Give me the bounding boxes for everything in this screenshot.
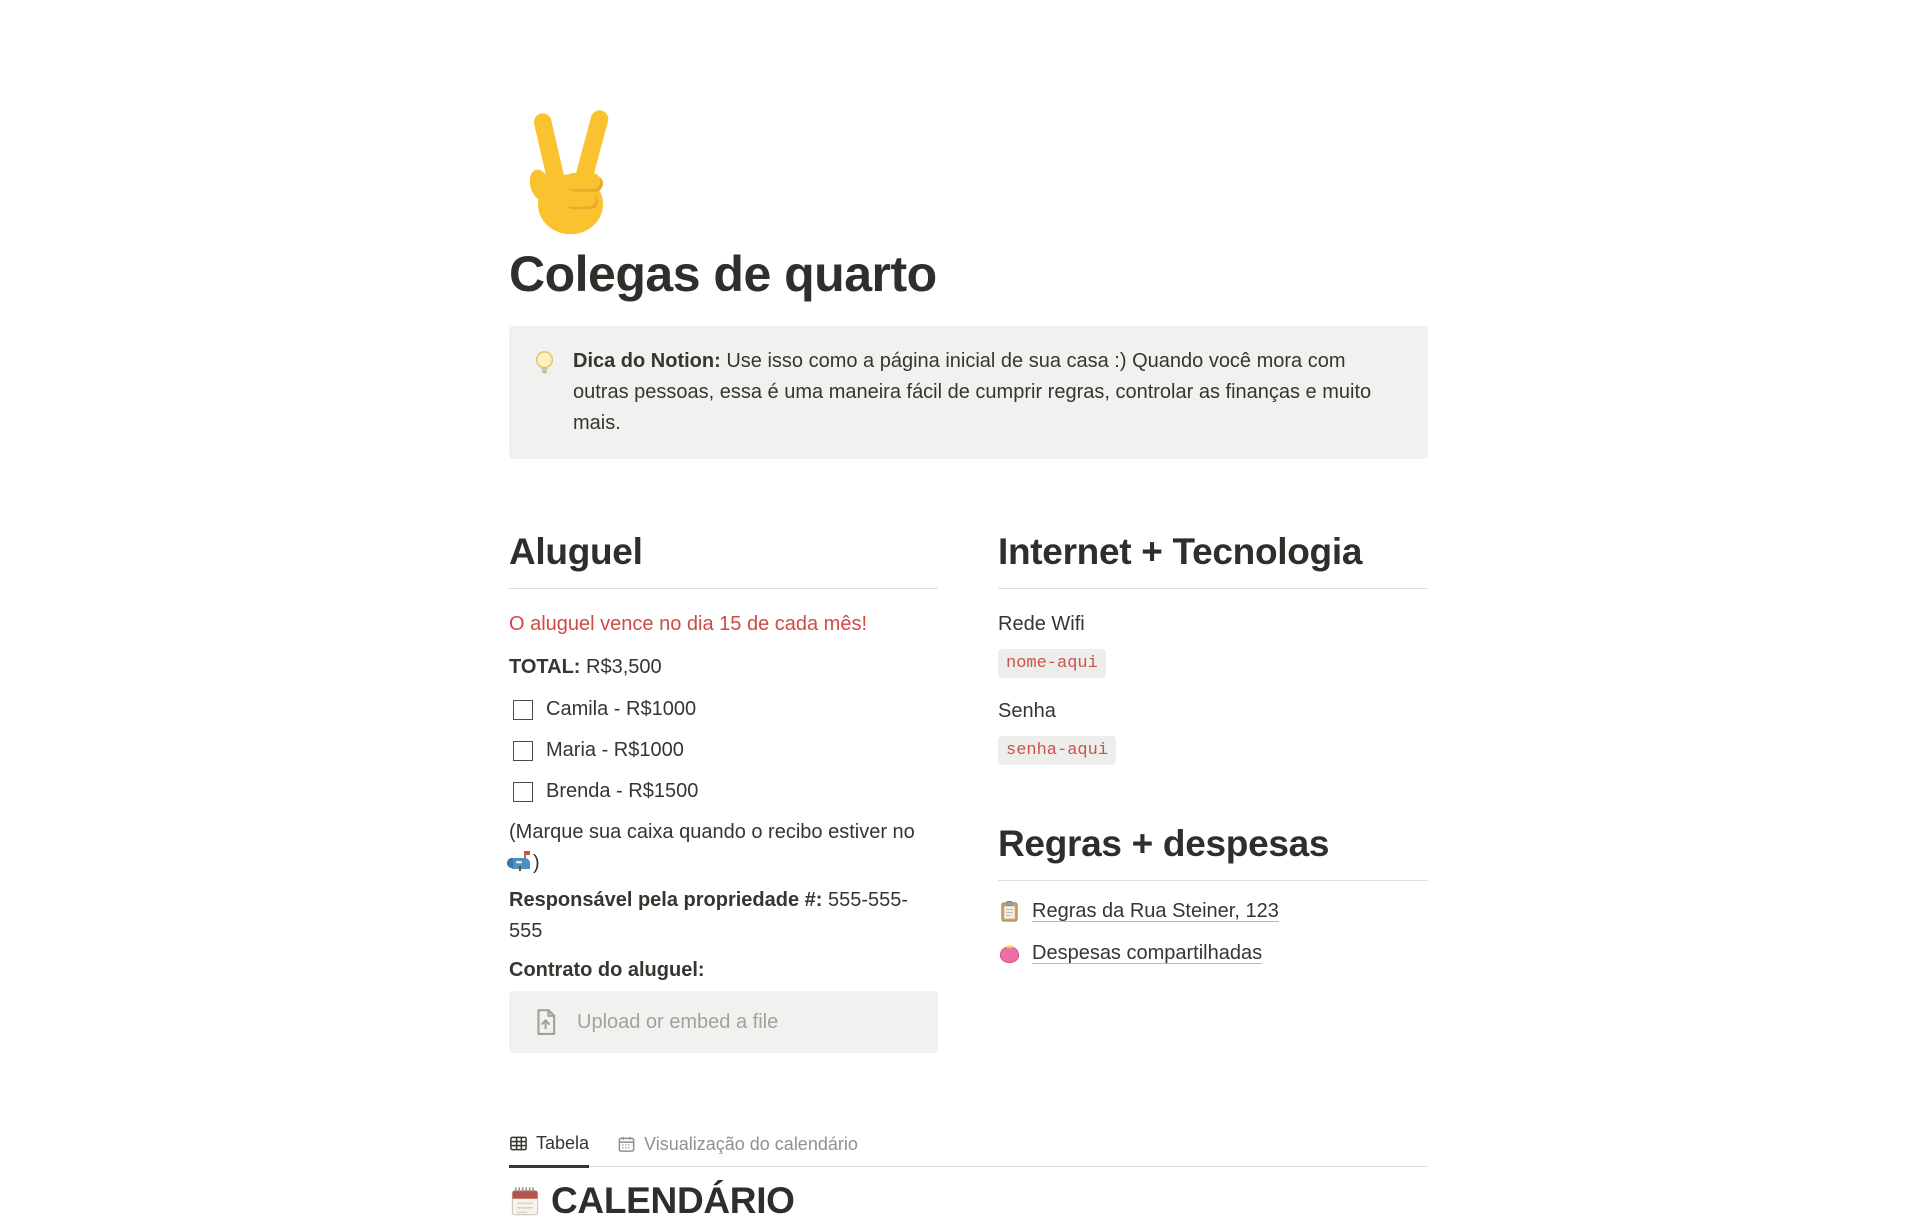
page-content [509,0,1428,1224]
rent-due-note: O aluguel vence no dia 15 de cada mês! [509,613,868,635]
rules-heading: Regras + despesas [998,823,1330,864]
light-bulb-icon [531,349,558,376]
rent-column [509,529,938,1053]
tech-column [998,529,1428,1053]
tab-label: Tabela [536,1133,590,1153]
note-text-suffix: ) [533,852,540,874]
calendar-section-heading [509,1178,1428,1224]
calendar-icon [617,1135,636,1154]
divider [509,588,938,589]
password-label: Senha [998,700,1056,722]
rent-heading: Aluguel [509,531,643,572]
expenses-link-label[interactable]: Despesas compartilhadas [1032,942,1263,964]
todo-label: Camila - R$1000 [546,698,697,720]
contract-label: Contrato do aluguel: [509,959,705,981]
divider [998,880,1428,881]
wifi-value-row [998,649,1428,678]
checkbox-brenda[interactable] [513,782,533,802]
total-value: R$3,500 [580,656,662,678]
total-label: TOTAL: [509,656,581,678]
checkbox-maria[interactable] [513,741,533,761]
tech-heading: Internet + Tecnologia [998,531,1363,572]
password-code: senha-aqui [998,736,1116,765]
rules-link-label[interactable]: Regras da Rua Steiner, 123 [1032,900,1279,922]
link-row-expenses[interactable] [998,938,1428,969]
clipboard-icon [998,900,1021,923]
todo-row-brenda [509,776,938,807]
file-upload-icon [531,1007,561,1037]
todo-label: Brenda - R$1500 [546,780,699,802]
calendar-heading-text: CALENDÁRIO [551,1180,795,1221]
callout-text [573,346,1400,439]
callout-body: Use isso como a página inicial de sua casa :) Quando você mora com outras pessoas, essa é uma maneira fácil de cumprir regras, controlar as finanças e muito mais. [573,350,1372,434]
rent-total [509,652,938,683]
rent-todo-list [509,694,938,807]
two-column-layout [509,529,1428,1053]
landlord-value: 555-555-555 [509,889,909,942]
purse-icon [998,942,1021,965]
page-title: Colegas de quarto [509,246,937,302]
spiral-calendar-icon [509,1185,541,1217]
landlord-line [509,885,938,947]
note-text: (Marque sua caixa quando o recibo estiver no [509,821,915,843]
rent-note [509,817,938,879]
wifi-label: Rede Wifi [998,613,1085,635]
upload-placeholder: Upload or embed a file [577,1010,779,1033]
file-upload-dropzone[interactable] [509,991,938,1053]
divider [998,588,1428,589]
todo-row-camila [509,694,938,725]
tab-tabela[interactable] [509,1133,589,1168]
table-icon [509,1134,528,1153]
database-view-tabs [509,1133,1428,1167]
wifi-name-code: nome-aqui [998,649,1106,678]
password-value-row [998,736,1428,765]
rules-link-list [998,896,1428,969]
todo-row-maria [509,735,938,766]
todo-label: Maria - R$1000 [546,739,684,761]
checkbox-camila[interactable] [513,700,533,720]
victory-hand-icon[interactable] [523,110,623,236]
link-row-rules[interactable] [998,896,1428,927]
notion-tip-callout [509,326,1428,459]
tab-visualizacao-calendario[interactable] [617,1134,858,1166]
tab-label: Visualização do calendário [644,1134,858,1154]
mailbox-icon [509,849,533,873]
landlord-label: Responsável pela propriedade #: [509,889,823,911]
callout-bold-label: Dica do Notion: [573,350,721,372]
